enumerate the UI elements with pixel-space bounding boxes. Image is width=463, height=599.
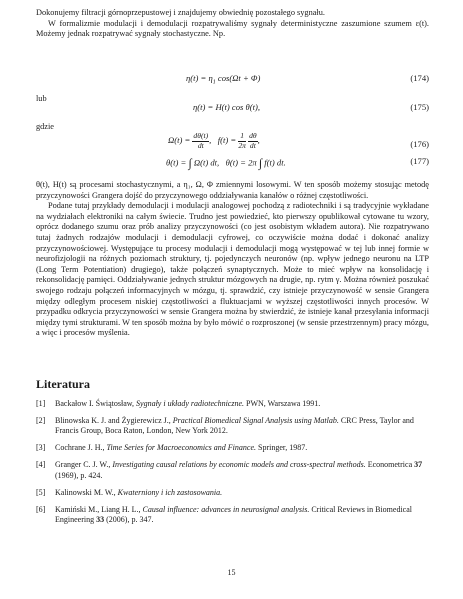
reference-item: [3] Cochrane J. H., Time Series for Macroeconomics and Finance. Springer, 1987.: [36, 443, 308, 453]
paragraph: Podane tutaj przykłady demodulacji i modulacji analogowej pochodzą z radiotechniki i są tradycyjnie wykładane na wydziałach elektroniki na całym świecie. Trudno jest powiedzieć, kto pierwszy opublikował cytowane tu wzory, oprócz dodanego szumu oraz prób analizy przyczynowości (co jest osobistym wkładem autora). Nie rozpatrywano tutaj żadnych rodzajów modulacji i demodulacji cyfrowej, co oczywiście można dodać i dokonać analizy przyczynowościowej. Występujące tu procesy modulacji i demodulacji mogą występować w tej lub innej formie w neurofizjologii na różnych poziomach struktury, tj. pojedynczych neuronów (np. wpływ jednego neuronu na LTP (Long Term Potentiation) drugiego), także połączeń synaptycznych. Może to mieć wpływ na konsolidację i rekonsolidację pamięci. Oddziaływanie jednych struktur mózgowych na drugie, np. rytm γ. Można również poszukać swojego rodzaju połączeń informacyjnych w mózgu, tj. sprawdzić, czy istnieje przyczynowość w sensie Grangera między odległym procesem niskiej częstotliwości a fluktuacjami w wyższej częstotliwości innych procesów. W przypadku odkrycia przyczynowości w sensie Grangera można by stwierdzić, że istnieje kanał przesyłania informacji między tymi strukturami. W ten sposób można by było mówić o rozproszonej (w sensie przestrzennym) pracy mózgu, a więc i procesów myślenia.: [36, 201, 429, 338]
equation-number: (176): [410, 139, 429, 149]
equation-number: (174): [410, 73, 429, 83]
intro-text: [36, 8, 429, 40]
reference-list: [36, 399, 429, 532]
reference-item: [6] Kamiński M., Liang H. L., Causal influence: advances in neurosignal analysis. Critical Reviews in Biomedical Engineering 33 (2006), p. 347.: [36, 504, 412, 525]
paragraph: θ(t), H(t) są procesami stochastycznymi, a η₁, Ω, Φ zmiennymi losowymi. W ten sposób możemy stosując metodę przyczynowości Grangera dojść do przyczynowego oddziaływania kanałów o różnej częstotliwości.: [36, 180, 429, 200]
equation-174: $\eta(t) = \eta_1$ cos(Ωt + Φ) (174): [186, 73, 429, 86]
equation-number: (175): [410, 102, 429, 112]
intro-paragraph: W formalizmie modulacji i demodulacji rozpatrywaliśmy sygnały deterministyczne zaszumione szumem ε(t). Możemy jednak rozpatrywać sygnały stochastyczne. Np.: [36, 18, 429, 39]
reference-item: [4] Granger C. J. W., Investigating causal relations by economic models and cross-spectral methods. Econometrica 37 (1969), p. 424.: [36, 460, 423, 480]
connector-gdzie: gdzie: [36, 122, 54, 131]
section-heading: Literatura: [36, 377, 90, 391]
equation-175: η(t) = H(t) cos θ(t), (175): [193, 102, 429, 112]
body-text: [36, 180, 429, 339]
page-number: 15: [227, 568, 236, 577]
intro-line: Dokonujemy filtracji górnoprzepustowej i znajdujemy obwiednię pozostałego sygnału.: [36, 8, 325, 17]
reference-item: [5] Kalinowski M. W., Kwaterniony i ich zastosowania.: [36, 487, 223, 497]
connector-lub: lub: [36, 94, 47, 103]
reference-item: [2] Blinowska K. J. and Żygierewicz J., Practical Biomedical Signal Analysis using Matlab. CRC Press, Taylor and Francis Group, Boca Raton, London, New York 2012.: [36, 416, 414, 436]
equation-177: θ(t) = ∫ Ω(t) dt, θ(t) = 2π ∫ f(t) dt. (177): [166, 156, 429, 170]
reference-item: [1] Backałow I. Świątosław, Sygnały i układy radiotechniczne. PWN, Warszawa 1991.: [36, 399, 321, 408]
equation-number: (177): [410, 156, 429, 166]
equation-176: Ω(t) = $\frac{d\theta(t)}{dt}$ , f(t) = $\frac{1}{2\pi}$ $\frac{d\theta}{dt}$ , (176): [168, 131, 429, 150]
